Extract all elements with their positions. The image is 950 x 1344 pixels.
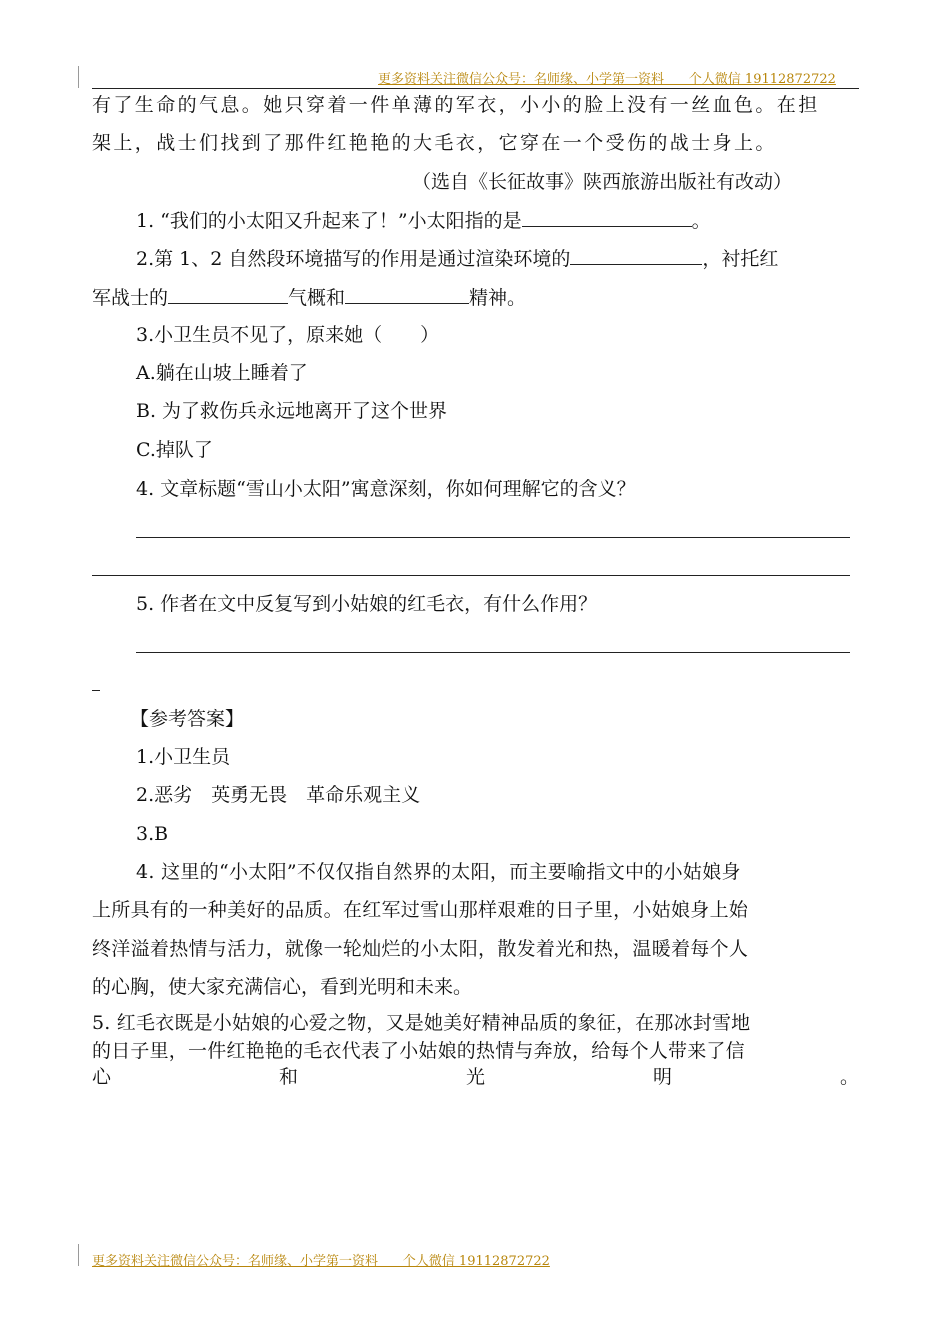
answer-1: 1.小卫生员 xyxy=(136,746,231,768)
answer-blank[interactable] xyxy=(570,246,702,265)
answer-4-line-4: 的心胸，使大家充满信心，看到光明和未来。 xyxy=(92,976,473,998)
question-1-text: 1. “我们的小太阳又升起来了！”小太阳指的是 xyxy=(136,210,522,232)
question-2-text-end: ，衬托红 xyxy=(702,248,779,270)
answer-blank[interactable] xyxy=(345,285,469,304)
answer-2: 2.恶劣 英勇无畏 革命乐观主义 xyxy=(136,784,421,806)
answer-5-char: 。 xyxy=(839,1066,859,1088)
header-divider xyxy=(92,88,859,89)
answer-line[interactable] xyxy=(136,652,850,653)
passage-source: （选自《长征故事》陕西旅游出版社有改动） xyxy=(412,171,793,193)
question-3-option-c: C.掉队了 xyxy=(136,439,213,461)
answer-blank[interactable] xyxy=(522,208,692,227)
footer-link[interactable]: 更多资料关注微信公众号：名师缘、小学第一资料 个人微信 19112872722 xyxy=(92,1254,550,1269)
answer-5-char: 光 xyxy=(465,1066,485,1088)
passage-line-2: 架上，战士们找到了那件红艳艳的大毛衣，它穿在一个受伤的战士身上。 xyxy=(92,132,777,154)
answer-blank[interactable] xyxy=(168,285,288,304)
corner-mark-bottom xyxy=(78,1244,79,1266)
header-link[interactable]: 更多资料关注微信公众号：名师缘、小学第一资料 个人微信 19112872722 xyxy=(378,72,836,87)
answer-line[interactable] xyxy=(136,537,850,538)
question-3: 3.小卫生员不见了，原来她（ ） xyxy=(136,324,440,346)
question-4: 4. 文章标题“雪山小太阳”寓意深刻，你如何理解它的含义？ xyxy=(136,478,636,500)
answer-line-stub xyxy=(92,690,100,691)
question-5: 5. 作者在文中反复写到小姑娘的红毛衣，有什么作用？ xyxy=(136,593,598,615)
question-3-option-a: A.躺在山坡上睡着了 xyxy=(136,362,308,384)
question-2-line-2 xyxy=(92,285,526,311)
answer-5-char: 心 xyxy=(92,1066,112,1088)
answer-4-line-1: 4. 这里的“小太阳”不仅仅指自然界的太阳，而主要喻指文中的小姑娘身 xyxy=(136,861,741,883)
question-3-option-b: B. 为了救伤兵永远地离开了这个世界 xyxy=(136,400,448,422)
question-2-part-a: 军战士的 xyxy=(92,287,169,309)
answer-5-char: 明 xyxy=(652,1066,672,1088)
answer-5-char: 和 xyxy=(278,1066,298,1088)
question-2-line-1 xyxy=(136,246,778,272)
question-1 xyxy=(136,208,711,234)
answer-line[interactable] xyxy=(92,575,850,576)
question-1-end: 。 xyxy=(691,210,711,232)
question-2-part-b: 气概和 xyxy=(288,287,346,309)
answer-5-line-2: 的日子里，一件红艳艳的毛衣代表了小姑娘的热情与奔放，给每个人带来了信 xyxy=(92,1040,745,1062)
answer-4-line-3: 终洋溢着热情与活力，就像一轮灿烂的小太阳，散发着光和热，温暖着每个人 xyxy=(92,938,749,960)
question-2-text: 2.第 1、2 自然段环境描写的作用是通过渲染环境的 xyxy=(136,248,571,270)
answer-3: 3.B xyxy=(136,823,169,845)
passage-line-1: 有了生命的气息。她只穿着一件单薄的军衣，小小的脸上没有一丝血色。在担 xyxy=(92,94,820,116)
question-2-part-c: 精神。 xyxy=(469,287,527,309)
answers-heading: 【参考答案】 xyxy=(130,708,245,730)
answer-5-line-3 xyxy=(92,1066,859,1088)
answer-4-line-2: 上所具有的一种美好的品质。在红军过雪山那样艰难的日子里，小姑娘身上始 xyxy=(92,899,749,921)
corner-mark-top xyxy=(78,66,79,88)
answer-5-line-1: 5. 红毛衣既是小姑娘的心爱之物，又是她美好精神品质的象征，在那冰封雪地 xyxy=(92,1012,751,1034)
